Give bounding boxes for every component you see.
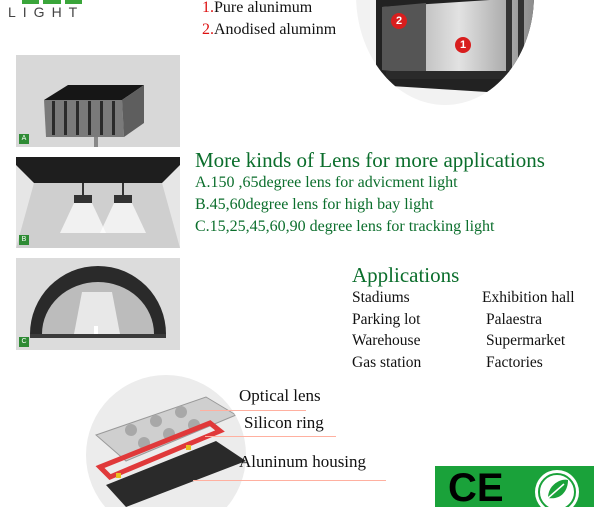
application-item: Stadiums: [352, 289, 410, 306]
material-item-1: [202, 0, 312, 17]
lens-line-a: A.150 ,65degree lens for advicment light: [195, 174, 458, 191]
lens-panel-b: [16, 157, 180, 248]
annotation-line: [205, 436, 336, 437]
ce-mark: CE: [448, 466, 504, 510]
annotation-line: [200, 410, 306, 411]
logo-text: LIGHT: [8, 4, 85, 20]
part-label-aluminum-housing: Aluninum housing: [239, 452, 367, 471]
application-item: Palaestra: [486, 311, 542, 328]
application-item: Parking lot: [352, 311, 421, 328]
lens-panel-c: [16, 258, 180, 350]
panel-tag: C: [19, 337, 29, 347]
panel-tag: A: [19, 134, 29, 144]
callout-badge-2: 2: [391, 13, 407, 29]
lens-line-c: C.15,25,45,60,90 degree lens for tracking light: [195, 218, 495, 235]
heatsink-profile-image: [356, 0, 534, 105]
material-item-2: [202, 21, 336, 39]
leaf-badge-icon: [532, 468, 582, 507]
application-item: Factories: [486, 354, 543, 371]
callout-badge-1: 1: [455, 37, 471, 53]
module-exploded-image: [86, 375, 246, 507]
panel-tag: B: [19, 235, 29, 245]
material-label: Pure alunimum: [214, 0, 313, 16]
lens-section-title: More kinds of Lens for more applications: [195, 148, 545, 172]
lens-panel-a: [16, 55, 180, 147]
application-item: Gas station: [352, 354, 422, 371]
application-item: Supermarket: [486, 332, 566, 349]
application-item: Exhibition hall: [482, 289, 575, 306]
material-label: Anodised aluminm: [214, 21, 337, 38]
lens-line-b: B.45,60degree lens for high bay light: [195, 196, 434, 213]
application-item: Warehouse: [352, 332, 421, 349]
material-number: 1.: [202, 0, 214, 16]
applications-title: Applications: [352, 263, 460, 287]
annotation-line: [193, 480, 386, 481]
part-label-optical-lens: Optical lens: [239, 386, 321, 405]
material-number: 2.: [202, 21, 214, 38]
part-label-silicon-ring: Silicon ring: [244, 413, 324, 432]
